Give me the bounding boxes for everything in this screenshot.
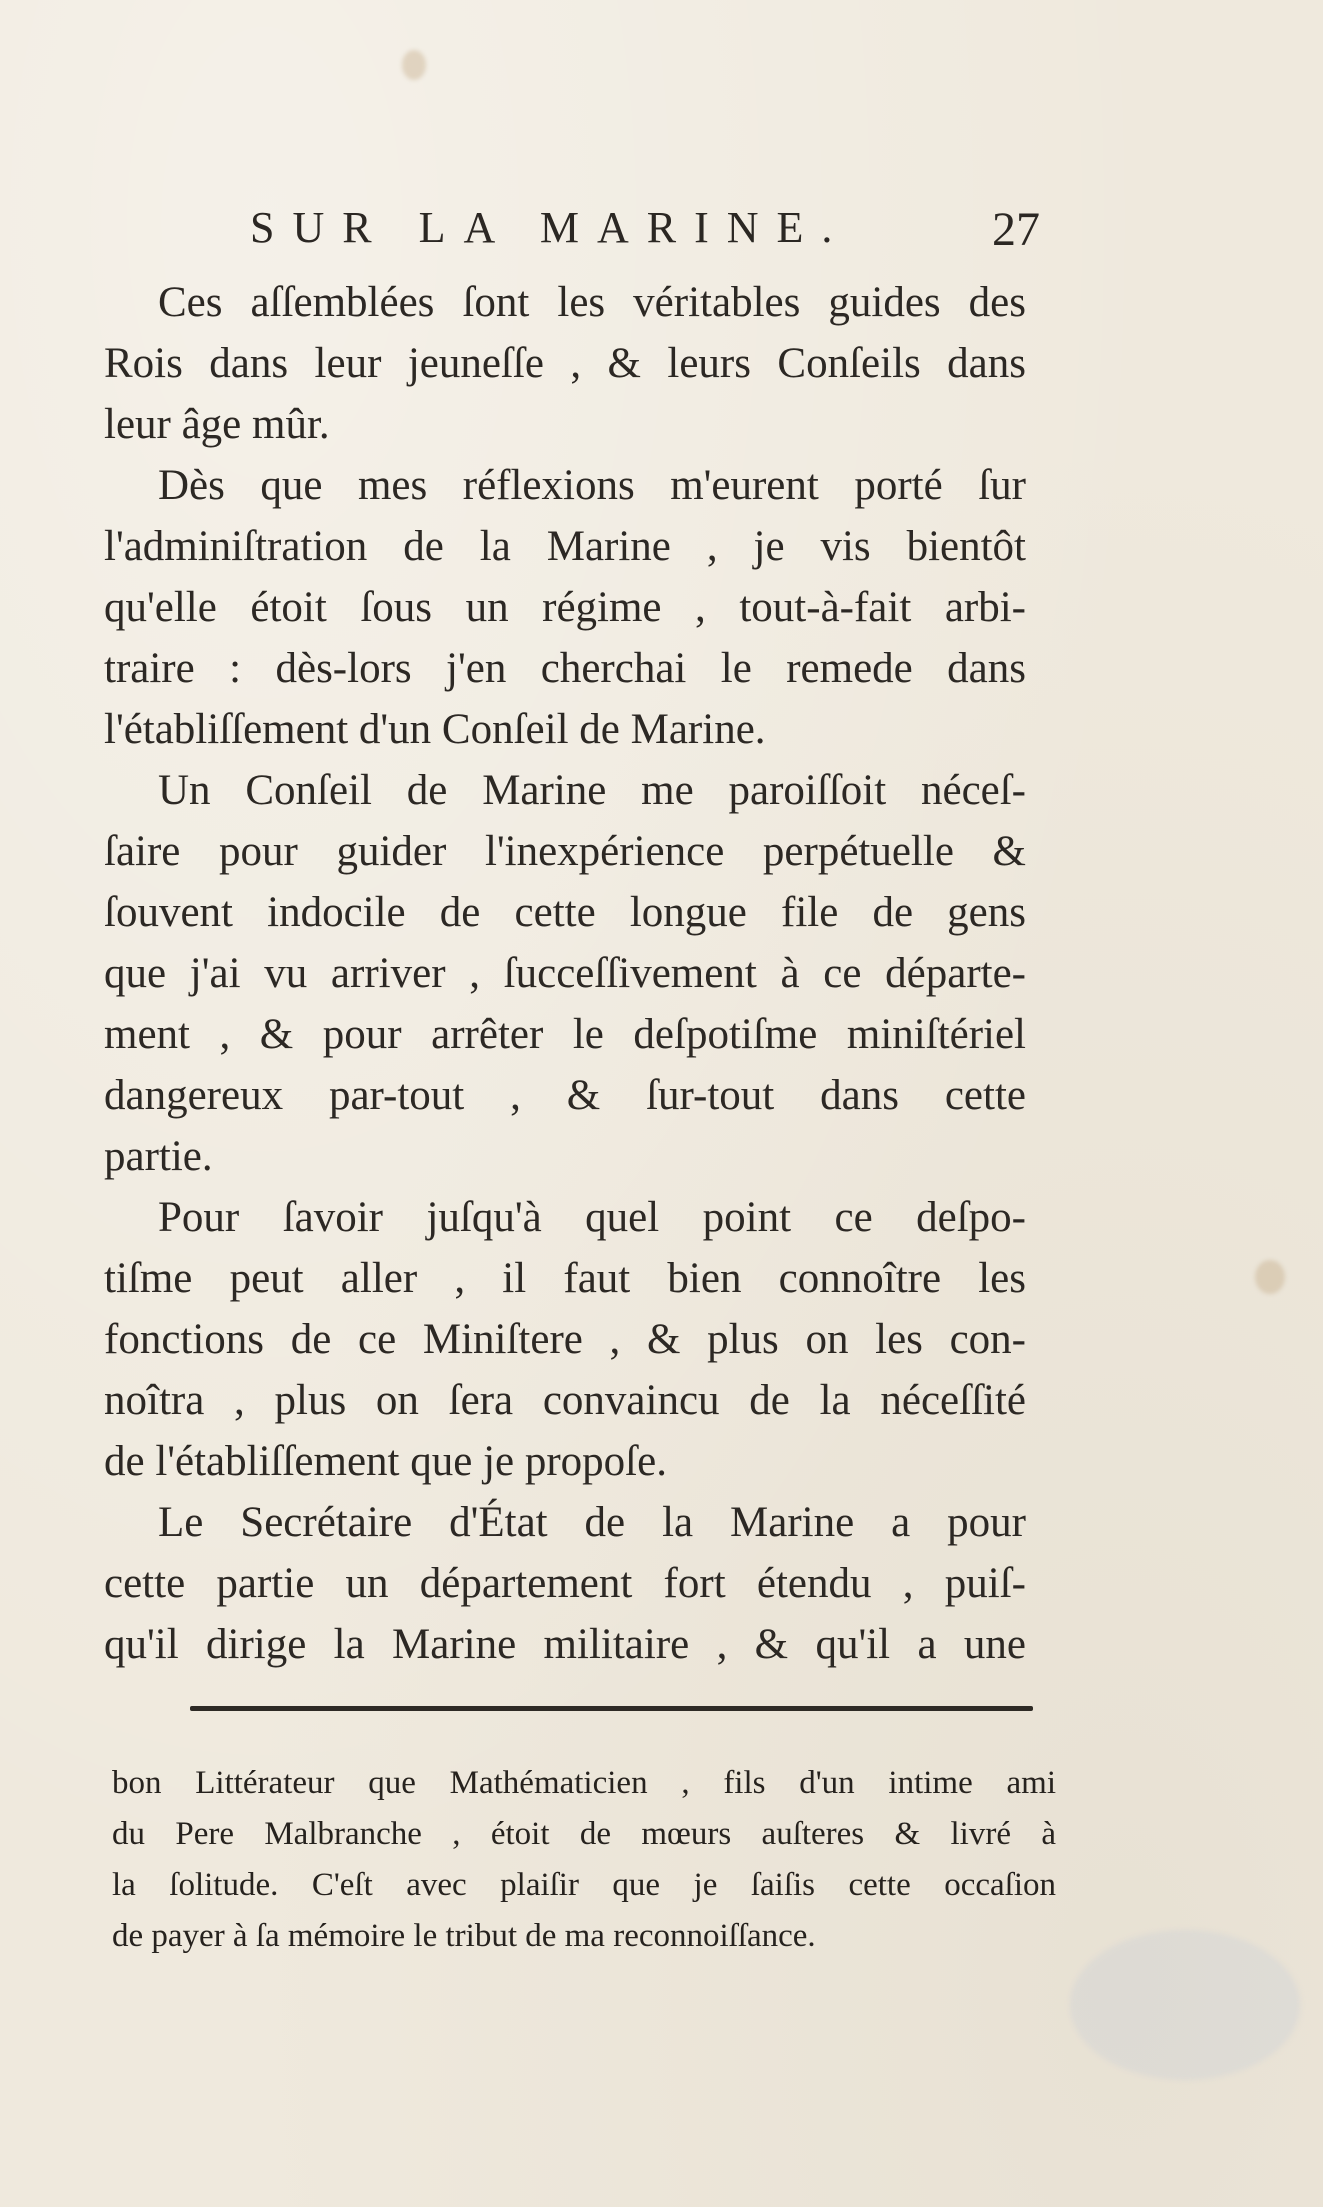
text-line: l'adminiſtration de la Marine , je vis bientôt bbox=[104, 523, 1026, 570]
running-head bbox=[250, 202, 1040, 262]
text-line: Un Conſeil de Marine me paroiſſoit néceſ- bbox=[158, 767, 1026, 814]
footnote-line: bon Littérateur que Mathématicien , fils d'un intime ami bbox=[112, 1765, 1056, 1801]
text-line: dangereux par-tout , & ſur-tout dans cette bbox=[104, 1072, 1026, 1119]
footnote-line: de payer à ſa mémoire le tribut de ma reconnoiſſance. bbox=[112, 1918, 816, 1954]
text-line: noîtra , plus on ſera convaincu de la néceſſité bbox=[104, 1377, 1026, 1424]
text-line: que j'ai vu arriver , ſucceſſivement à ce départe- bbox=[104, 950, 1026, 997]
text-line: ment , & pour arrêter le deſpotiſme miniſtériel bbox=[104, 1011, 1026, 1058]
text-line: ſouvent indocile de cette longue file de gens bbox=[104, 889, 1026, 936]
footnote-line: la ſolitude. C'eſt avec plaiſir que je ſaiſis cette occaſion bbox=[112, 1867, 1056, 1903]
body-text bbox=[104, 272, 1026, 1675]
text-line: qu'elle étoit ſous un régime , tout-à-fait arbi- bbox=[104, 584, 1026, 631]
footnote bbox=[112, 1758, 1056, 1962]
text-line: traire : dès-lors j'en cherchai le remede dans bbox=[104, 645, 1026, 692]
page-number: 27 bbox=[992, 203, 1040, 256]
text-line: cette partie un département fort étendu , puiſ- bbox=[104, 1560, 1026, 1607]
text-line: l'établiſſement d'un Conſeil de Marine. bbox=[104, 706, 766, 753]
text-line: fonctions de ce Miniſtere , & plus on les con- bbox=[104, 1316, 1026, 1363]
text-line: Pour ſavoir juſqu'à quel point ce deſpo- bbox=[158, 1194, 1026, 1241]
footnote-rule bbox=[190, 1706, 1033, 1711]
text-line: Ces aſſemblées ſont les véritables guides des bbox=[158, 279, 1026, 326]
text-line: Rois dans leur jeuneſſe , & leurs Conſeils dans bbox=[104, 340, 1026, 387]
paper-stain bbox=[1255, 1260, 1285, 1294]
library-stamp-ghost bbox=[1070, 1930, 1300, 2080]
text-line: partie. bbox=[104, 1133, 213, 1180]
text-line: leur âge mûr. bbox=[104, 401, 330, 448]
paper-stain bbox=[402, 50, 426, 80]
text-line: Dès que mes réflexions m'eurent porté ſur bbox=[158, 462, 1026, 509]
text-line: Le Secrétaire d'État de la Marine a pour bbox=[158, 1499, 1026, 1546]
running-head-title: SUR LA MARINE. bbox=[250, 203, 851, 252]
text-line: de l'établiſſement que je propoſe. bbox=[104, 1438, 667, 1485]
footnote-line: du Pere Malbranche , étoit de mœurs auſteres & livré à bbox=[112, 1816, 1056, 1852]
text-line: ſaire pour guider l'inexpérience perpétuelle & bbox=[104, 828, 1026, 875]
text-line: tiſme peut aller , il faut bien connoître les bbox=[104, 1255, 1026, 1302]
text-line: qu'il dirige la Marine militaire , & qu'il a une bbox=[104, 1621, 1026, 1668]
